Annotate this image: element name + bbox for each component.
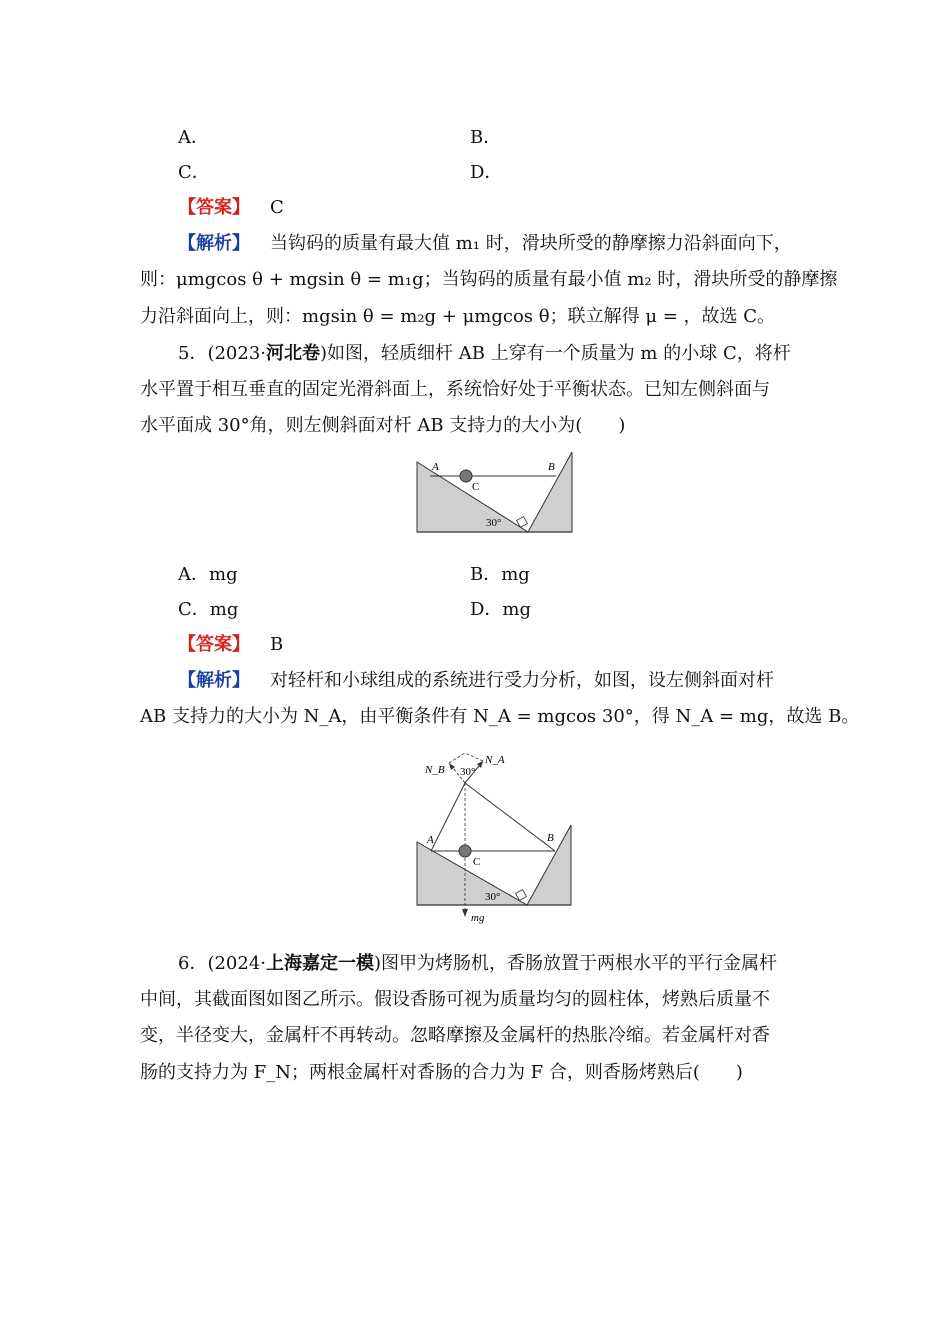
q5-stem-line-1: 5．(2023·河北卷)如图，轻质细杆 AB 上穿有一个质量为 m 的小球 C，将杆 (178, 343, 791, 364)
label-mg: mg (471, 912, 485, 924)
q5-option-a: A．mg (178, 564, 238, 585)
q4-option-c: C． (178, 162, 210, 183)
q4-analysis-line-1 (178, 232, 792, 256)
label-angle: 30° (485, 891, 501, 903)
q5-option-b: B．mg (470, 564, 530, 585)
q6-stem-line-3: 变，半径变大，金属杆不再转动。忽略摩擦及金属杆的热胀冷缩。若金属杆对香 (140, 1025, 770, 1046)
q4-analysis-line-3: 力沿斜面向上，则：mgsin θ = m₂g + μmgcos θ；联立解得 μ = ，故选 C。 (140, 306, 776, 327)
q4-option-a: A． (178, 127, 209, 148)
analysis-text: 当钩码的质量有最大值 m₁ 时，滑块所受的静摩擦力沿斜面向下， (270, 233, 792, 254)
label-b: B (548, 461, 555, 473)
q5-stem-line-3: 水平面成 30°角，则左侧斜面对杆 AB 支持力的大小为( ) (140, 415, 626, 436)
answer-label: 【答案】 (178, 197, 250, 218)
label-a: A (427, 834, 434, 846)
q5-figure-incline (410, 448, 580, 542)
q5-analysis-line-2: AB 支持力的大小为 N_A，由平衡条件有 N_A = mgcos 30°，得 N_A = mg，故选 B。 (140, 706, 860, 727)
label-a: A (432, 461, 439, 473)
label-nb: N_B (425, 764, 445, 776)
q6-source: 上海嘉定一模 (266, 953, 375, 974)
q6-stem-line-1: 6．(2024·上海嘉定一模)图甲为烤肠机，香肠放置于两根水平的平行金属杆 (178, 953, 778, 974)
q5-source: 河北卷 (266, 343, 321, 364)
answer-label: 【答案】 (178, 634, 250, 655)
q5-option-c: C．mg (178, 599, 239, 620)
q5-option-d: D．mg (470, 599, 532, 620)
answer-value: B (270, 634, 284, 655)
q4-analysis-line-2: 则：μmgcos θ + mgsin θ = m₁g；当钩码的质量有最小值 m₂ 时，滑块所受的静摩擦 (140, 269, 838, 290)
label-c: C (472, 481, 480, 493)
analysis-text: 对轻杆和小球组成的系统进行受力分析，如图，设左侧斜面对杆 (270, 670, 774, 691)
q5-answer (178, 633, 283, 657)
label-na: N_A (485, 754, 505, 766)
q5-stem-line-2: 水平置于相互垂直的固定光滑斜面上，系统恰好处于平衡状态。已知左侧斜面与 (140, 379, 770, 400)
label-angle: 30° (486, 517, 502, 529)
q5-analysis-line-1 (178, 669, 774, 693)
q4-answer (178, 196, 284, 220)
q4-option-d: D． (470, 162, 503, 183)
answer-value: C (270, 197, 284, 218)
label-angle-top: 30° (460, 766, 476, 778)
analysis-label: 【解析】 (178, 670, 250, 691)
q4-option-b: B． (470, 127, 502, 148)
analysis-label: 【解析】 (178, 233, 250, 254)
label-b: B (547, 832, 554, 844)
label-c: C (473, 856, 481, 868)
q6-stem-line-4: 肠的支持力为 F_N；两根金属杆对香肠的合力为 F 合，则香肠烤熟后( ) (140, 1062, 743, 1083)
q6-stem-line-2: 中间，其截面图如图乙所示。假设香肠可视为质量均匀的圆柱体，烤熟后质量不 (140, 989, 770, 1010)
q5-figure-force-diagram (405, 745, 585, 934)
